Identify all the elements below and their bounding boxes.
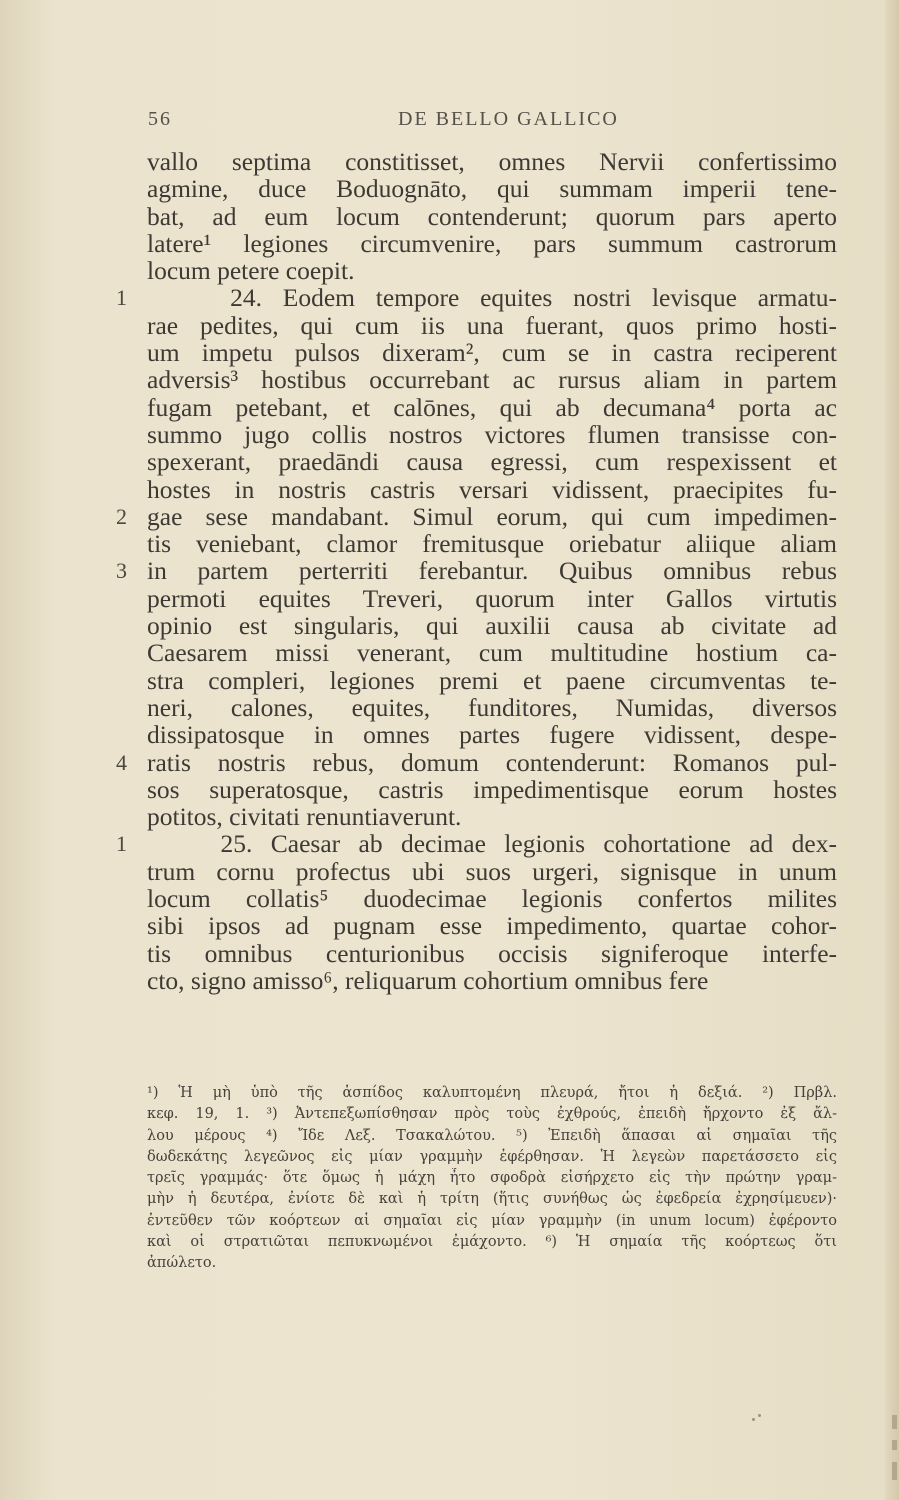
line-text: sos superatosque, castris impedimentisque eorum hostes xyxy=(147,774,837,804)
text-line xyxy=(147,203,837,230)
line-text: tis veniebant, clamor fremitusque oriebatur aliique aliam xyxy=(147,529,837,559)
text-line xyxy=(147,476,837,503)
text-line xyxy=(147,667,837,694)
line-text: locum petere coepit. xyxy=(147,256,355,286)
line-text: locum collatis⁵ duodecimae legionis confertos milites xyxy=(147,884,837,914)
text-line xyxy=(147,721,837,748)
footnote-line: τρεῖς γραμμάς· ὅτε ὅμως ἡ μάχη ἦτο σφοδρὰ εἰσήρχετο εἰς τὴν πρώτην γραμ- xyxy=(147,1170,837,1187)
line-text: trum cornu profectus ubi suos urgeri, signisque in unum xyxy=(147,856,837,886)
text-line xyxy=(116,747,837,777)
line-text: in partem perterriti ferebantur. Quibus omnibus rebus xyxy=(147,556,837,586)
text-line xyxy=(147,940,837,967)
line-text: opinio est singularis, qui auxilii causa ab civitate ad xyxy=(147,611,837,641)
text-line xyxy=(147,339,837,366)
line-text: 25. Caesar ab decimae legionis cohortatione ad dex- xyxy=(147,829,837,859)
text-line xyxy=(147,639,837,666)
margin-number: 4 xyxy=(116,749,127,775)
text-line xyxy=(147,612,837,639)
footnote-line: δωδεκάτης λεγεῶνος εἰς μίαν γραμμὴν ἐφέρθησαν. Ἡ λεγεὼν παρετάσσετο εἰς xyxy=(147,1148,837,1165)
text-line xyxy=(147,967,837,994)
line-text: rae pedites, qui cum iis una fuerant, quos primo hosti- xyxy=(147,310,837,340)
running-title: DE BELLO GALLICO xyxy=(398,108,619,130)
line-text: adversis³ hostibus occurrebant ac rursus aliam in partem xyxy=(147,365,837,395)
footnote-line: μὴν ἡ δευτέρα, ἐνίοτε δὲ καὶ ἡ τρίτη (ἥτις συνήθως ὡς ἐφεδρεία ἐχρησίμευεν)· xyxy=(147,1191,837,1208)
text-line xyxy=(147,366,837,393)
footnotes xyxy=(147,1083,837,1275)
text-line xyxy=(116,556,837,586)
line-text: fugam petebant, et calōnes, qui ab decumana⁴ porta ac xyxy=(147,392,837,422)
main-text xyxy=(116,147,837,995)
page-edge xyxy=(885,0,899,1500)
text-line xyxy=(147,776,837,803)
text-line xyxy=(147,912,837,939)
margin-number: 3 xyxy=(116,558,127,584)
footnote-line: κεφ. 19, 1. ³) Ἀντεπεξωπίσθησαν πρὸς τοὺς ἐχθρούς, ἐπειδὴ ἤρχοντο ἐξ ἄλ- xyxy=(147,1106,837,1123)
line-text: tis omnibus centurionibus occisis signiferoque interfe- xyxy=(147,938,837,968)
page-header xyxy=(148,108,848,138)
line-text: neri, calones, equites, funditores, Numidas, diversos xyxy=(147,692,837,722)
line-text: sibi ipsos ad pugnam esse impedimento, quartae cohor- xyxy=(147,911,837,941)
footnote-line: καὶ οἱ στρατιῶται πεπυκνωμένοι ἐμάχοντο. ⁶) Ἡ σημαία τῆς κοόρτεως ὅτι xyxy=(147,1234,837,1251)
text-line xyxy=(147,694,837,721)
text-line xyxy=(147,858,837,885)
line-text: agmine, duce Boduognāto, qui summam imperii tene- xyxy=(147,174,837,204)
text-line xyxy=(147,421,837,448)
footnote-line: ἐντεῦθεν τῶν κοόρτεων αἱ σημαῖαι εἰς μίαν γραμμὴν (in unum locum) ἐφέροντο xyxy=(147,1212,837,1229)
text-line xyxy=(147,803,837,830)
line-text: Caesarem missi venerant, cum multitudine hostium ca- xyxy=(147,638,837,668)
edge-mark xyxy=(892,1440,897,1450)
ink-speck xyxy=(752,1418,755,1421)
ink-speck xyxy=(758,1414,761,1417)
line-text: bat, ad eum locum contenderunt; quorum pars aperto xyxy=(147,201,837,231)
text-line xyxy=(147,230,837,257)
text-line xyxy=(147,257,837,284)
text-line xyxy=(147,585,837,612)
line-text: gae sese mandabant. Simul eorum, qui cum impedimen- xyxy=(147,501,837,531)
footnote-line: ἀπώλετο. xyxy=(147,1255,217,1272)
page-number: 56 xyxy=(148,108,172,130)
text-line xyxy=(116,283,837,313)
text-line xyxy=(147,148,837,175)
text-line xyxy=(147,885,837,912)
line-text: hostes in nostris castris versari vidissent, praecipites fu- xyxy=(147,474,837,504)
text-line xyxy=(147,530,837,557)
footnote-line: ¹) Ἡ μὴ ὑπὸ τῆς ἀσπίδος καλυπτομένη πλευρά, ἤτοι ἡ δεξιά. ²) Πρβλ. xyxy=(147,1085,837,1101)
line-text: vallo septima constitisset, omnes Nervii confertissimo xyxy=(147,147,837,176)
line-text: potitos, civitati renuntiaverunt. xyxy=(147,802,462,832)
line-text: stra compleri, legiones premi et paene circumventas te- xyxy=(147,665,837,695)
margin-number: 1 xyxy=(116,285,127,311)
text-line xyxy=(147,448,837,475)
line-text: dissipatosque in omnes partes fugere vidissent, despe- xyxy=(147,720,837,750)
line-text: latere¹ legiones circumvenire, pars summum castrorum xyxy=(147,228,837,258)
text-line xyxy=(147,394,837,421)
text-line xyxy=(147,175,837,202)
line-text: 24. Eodem tempore equites nostri levisque armatu- xyxy=(147,283,837,313)
line-text: permoti equites Treveri, quorum inter Gallos virtutis xyxy=(147,583,837,613)
line-text: ratis nostris rebus, domum contenderunt: Romanos pul- xyxy=(147,747,837,777)
margin-number: 1 xyxy=(116,831,127,857)
line-text: um impetu pulsos dixeram², cum se in castra reciperent xyxy=(147,338,837,368)
line-text: summo jugo collis nostros victores flumen transisse con- xyxy=(147,419,837,449)
line-text: spexerant, praedāndi causa egressi, cum respexissent et xyxy=(147,447,837,477)
margin-number: 2 xyxy=(116,503,127,529)
footnote-line: λου μέρους ⁴) Ἴδε Λεξ. Τσακαλώτου. ⁵) Ἐπειδὴ ἅπασαι αἱ σημαῖαι τῆς xyxy=(147,1127,837,1144)
edge-mark xyxy=(892,1415,897,1429)
text-line xyxy=(116,501,837,531)
text-line xyxy=(116,829,837,859)
line-text: cto, signo amisso⁶, reliquarum cohortium omnibus fere xyxy=(147,965,709,995)
edge-mark xyxy=(892,1462,897,1480)
text-line xyxy=(147,312,837,339)
